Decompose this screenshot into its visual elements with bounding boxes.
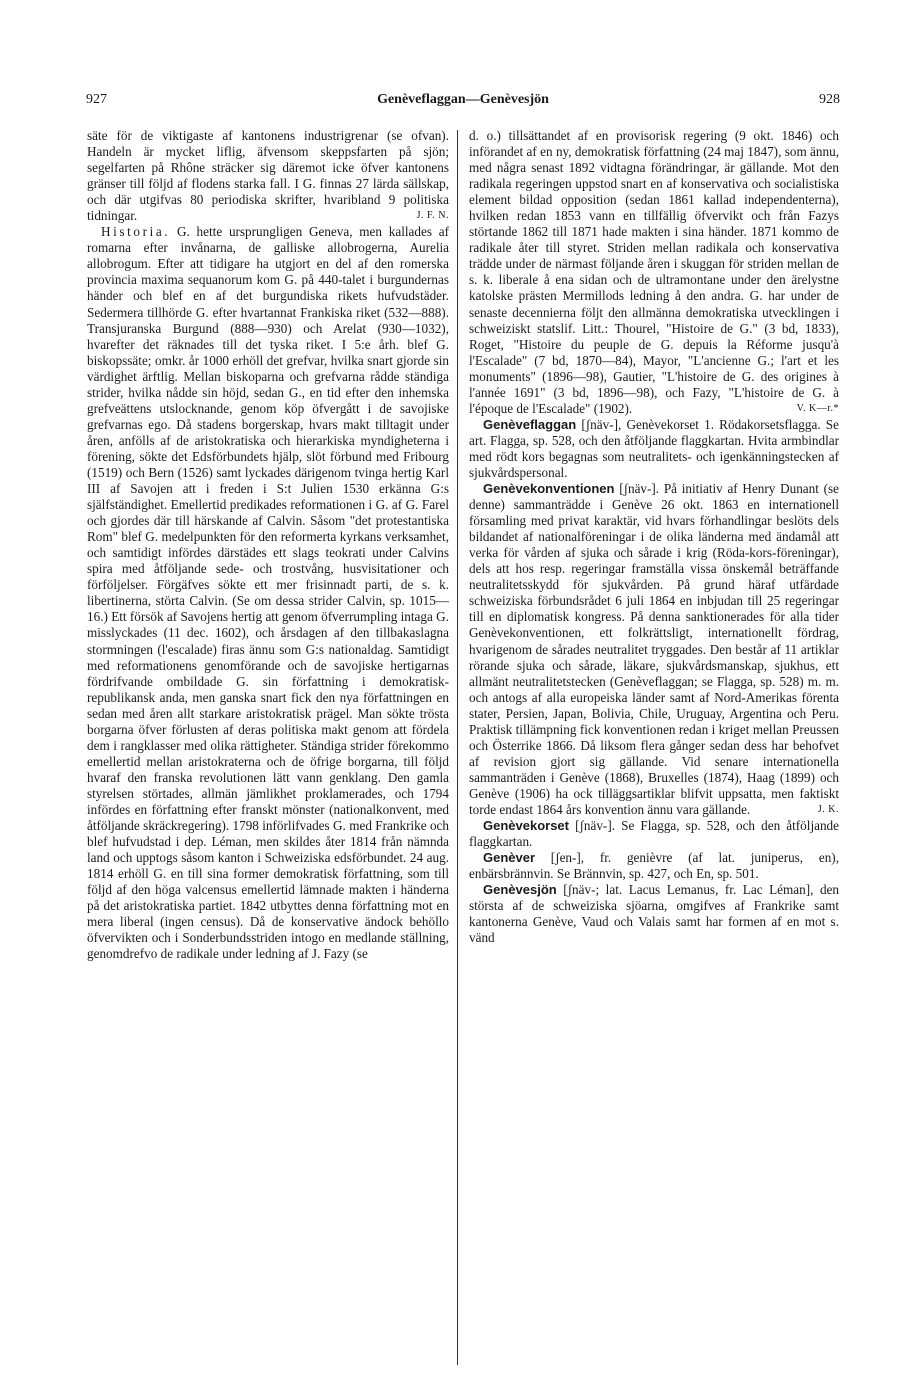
entry-headword: Genèvekorset xyxy=(483,818,569,834)
section-label: Historia. xyxy=(101,224,171,240)
author-signature: J. K. xyxy=(817,803,839,815)
article-paragraph xyxy=(87,128,449,224)
entry-headword: Genèvesjön xyxy=(483,882,557,898)
paragraph-text: d. o.) tillsättandet af en provisorisk regering (9 okt. 1846) och införandet af en ny, demokratisk författning (24 maj 1847), som ännu, med några senast 1892 vidtagna förändringar, är gällande. Mot den radikala regeringen uppstod snart en af konservativa och socialistiska element bildad opposition (sedan 1861 kallad independenterna), hvilken redan 1853 vann en tillfällig öfvervikt och från Fazys störtande 1862 till 1871 hade makten i sina händer. 1871 kommo de radikale åter till styret. Striden mellan radikala och konservativa trädde under de närmast följande åren i skuggan för striden mellan de s. k. liberale å ena sidan och de ultramontane under den ärelystne katolske prästen Mermillods ledning å den andra. G. har under de senaste decennierna följt den allmänna demokratiska utvecklingen i schweiziskt statslif. Litt.: Thourel, "Histoire de G." (3 bd, 1833), Roget, "Histoire du peuple de G. depuis la Réforme jusqu'à l'Escalade" (7 bd, 1870—84), Mayor, "L'ancienne G.; l'art et les monuments" (1896—98), Gautier, "L'histoire de G. des origines à l'année 1691" (3 bd, 1896—98), och Fazy, "L'histoire de G. à l'époque de l'Escalade" (1902). xyxy=(469,128,839,416)
author-signature: V. K—r.* xyxy=(796,402,839,414)
paragraph-text: säte för de viktigaste af kantonens industrigrenar (se ofvan). Handeln är mycket liflig, äfvensom skeppsfarten på sjön; segelfarten på Rhône sträcker sig däremot icke öfver kantonens gränser till följd af flodens starka fall. I G. finnas 27 lärda sällskap, och där utgifvas 80 periodiska skrifter, hvaribland 9 politiska tidningar. xyxy=(87,128,449,224)
entry-text: [ʃen-], fr. genièvre (af lat. juniperus, en), enbärsbrännvin. Se Brännvin, sp. 427, och En, sp. 501. xyxy=(469,850,839,882)
entry-geneveflaggan xyxy=(469,417,839,481)
entry-text: [ʃnäv-]. På initiativ af Henry Dunant (se denne) sammanträdde i Genève 26 okt. 1863 en internationell församling med privat karaktär, vid hvars förhandlingar beslöts dels bildandet af nationalföreningar i de olika länderna med ändamål att verka för vården af sjuka och sårade i krig (Röda-kors-föreningar), dels att hos resp. regeringar framställa vissa önskemål beträffande neutralitetsskydd för sjukvården. På grund häraf utfärdade schweiziska förbundsrådet 6 juli 1864 en inbjudan till 25 regeringar till en diplomatisk kongress. På denna sanktionerades för alla tider Genèvekonventionen, ett folkrättsligt, internationellt fördrag, hvarigenom de sårades neutralitet tryggades. Den består af 11 artiklar rörande sjuka och sårade, läkare, sjukvårdsmanskap, sjukhus, ett allmänt neutralitetstecken (Genèveflaggan; se Flagga, sp. 528) m. m. och antogs af alla europeiska länder samt af Nord-Amerikas förenta stater, Persien, Japan, Bolivia, Chile, Uruguay, Argentina och Peru. Praktisk tillämpning fick konventionen redan i kriget mellan Preussen och Österrike 1866. Då liksom flera gånger sedan dess har behofvet af revision gjort sig gällande. Vid senare internationella sammanträden i Genève (1868), Bruxelles (1874), Haag (1899) och Genève (1906) ha ock tilläggsartiklar blifvit uppsatta, men faktiskt torde endast 1864 års konvention ännu vara gällande. xyxy=(469,481,839,817)
column-divider xyxy=(457,130,458,1365)
entry-text: [ʃnäv-]. Se Flagga, sp. 528, och den åtföljande flaggkartan. xyxy=(469,818,839,850)
article-paragraph xyxy=(469,128,839,417)
page-header xyxy=(86,92,840,114)
entry-headword: Genèver xyxy=(483,850,536,866)
history-paragraph xyxy=(87,224,449,962)
entry-text: [ʃnäv-; lat. Lacus Lemanus, fr. Lac Léman], den största af de schweiziska sjöarna, omgifves af Frankrike samt kantonerna Genève, Vaud och Valais samt har formen af en mot s. vänd xyxy=(469,882,839,946)
paragraph-text: G. hette ursprungligen Geneva, men kallades af romarna efter invånarna, de galliske allobrogerna, Aurelia allobrogum. Efter att tidigare ha utgjort en del af den romerska provincia maxima sequanorum kom G. på 440-talet i burgundernas händer och blef en af det burgundiska rikets hufvudstäder. Sedermera tillhörde G. efter hvartannat Frankiska riket (532—888). Transjuranska Burgund (888—930) och Arelat (930—1032), hvarefter det räknades till det tyska riket. I 5:e årh. blef G. biskopssäte; omkr. år 1000 erhöll det grefvar, hvilka snart gjorde sin värdighet ärftlig. Mellan biskoparna och grefvarna rådde ständiga strider, hvilka nådde sin höjd, sedan G., en tid efter den inhemska grefveättens utslocknande, genom köp öfvergått i de savojiske grefvarnas ego. Då stadens borgerskap, hvars makt tilltagit under åren, anfölls af de aristokratiska och hierarkiska myndigheterna i förening, sökte det Edsförbundets hjälp, slöt förbund med Fribourg (1519) och Bern (1526) samt lyckades därigenom tvinga hertig Karl III af Savojen att i freden i S:t Julien 1530 erkänna G:s själfständighet. Emellertid predikades reformationen i G. af G. Farel och gjordes där till härskande af Calvin. Såsom "det protestantiska Rom" blef G. medelpunkten för den reformerta kyrkans verksamhet, och samtidigt infördes därstädes ett slags teokrati under Calvins spira med åtföljande sede- och trostvång, husvisitationer och förföljelser. Förgäfves sökte ett mer frisinnadt parti, de s. k. libertinerna, störta Calvin. (Se om dessa strider Calvin, sp. 1015—16.) Ett försök af Savojens hertig att genom öfverrumpling intaga G. misslyckades (11 dec. 1602), och årsdagen af den tillbakaslagna stormningen (l'escalade) firas ännu som G:s nationaldag. Samtidigt med reformationens genomförande och de savojiske hertigarnas fördrifvande ombildade G. sin författning i demokratisk-republikansk anda, men ganska snart fick den nya författningen en sedan med åren allt starkare aristokratisk prägel. Man sökte trösta borgarna öfver förlusten af deras politiska makt genom att fördela dem i rangklasser med olika rättigheter. Ständiga strider förekommo emellertid mellan aristokraterna och de öfrige borgarna, till följd hvaraf den franska revolutionen lätt vann genklang. Den gamla styrelsen störtades, allmän jämlikhet proklamerades, och 1794 infördes en författning efter franskt mönster (nationalkonvent, med åtföljande skräckregering). 1798 införlifvades G. med Frankrike och blef hufvudstad i dep. Léman, men skildes åter 1814 från nämnda land och upptogs såsom kanton i Schweiziska edsförbundet. 24 aug. 1814 erhöll G. en till sina former demokratisk författning, som till följd af den höga valcensus emellertid lämnade makten i händerna på det aristokratiska partiet. 1842 utbyttes denna författning mot en mera liberal (ingen census). Då de konservative ändock behöllo öfvervikten och i Sonderbundsstriden intogo en medlande ställning, genomdrefvo de radikale under ledning af J. Fazy (se xyxy=(87,224,449,962)
right-column xyxy=(469,128,839,946)
entry-genevekorset xyxy=(469,818,839,850)
entry-text: [ʃnäv-], Genèvekorset 1. Rödakorsetsflagga. Se art. Flagga, sp. 528, och den åtföljande flaggkartan. Hvita armbindlar med rödt kors begagnas som neutralitets- och igenkänningstecken af sjukvårdspersonal. xyxy=(469,416,839,480)
entry-genevekonventionen xyxy=(469,481,839,818)
entry-headword: Genèvekonventionen xyxy=(483,481,615,497)
entry-genevesjon xyxy=(469,882,839,946)
running-title: Genèveflaggan—Genèvesjön xyxy=(377,92,549,107)
left-column xyxy=(87,128,449,962)
author-signature: J. F. N. xyxy=(416,210,449,222)
page-number-right: 928 xyxy=(819,92,840,107)
page-number-left: 927 xyxy=(86,92,107,107)
entry-headword: Genèveflaggan xyxy=(483,416,577,432)
entry-genever xyxy=(469,850,839,882)
